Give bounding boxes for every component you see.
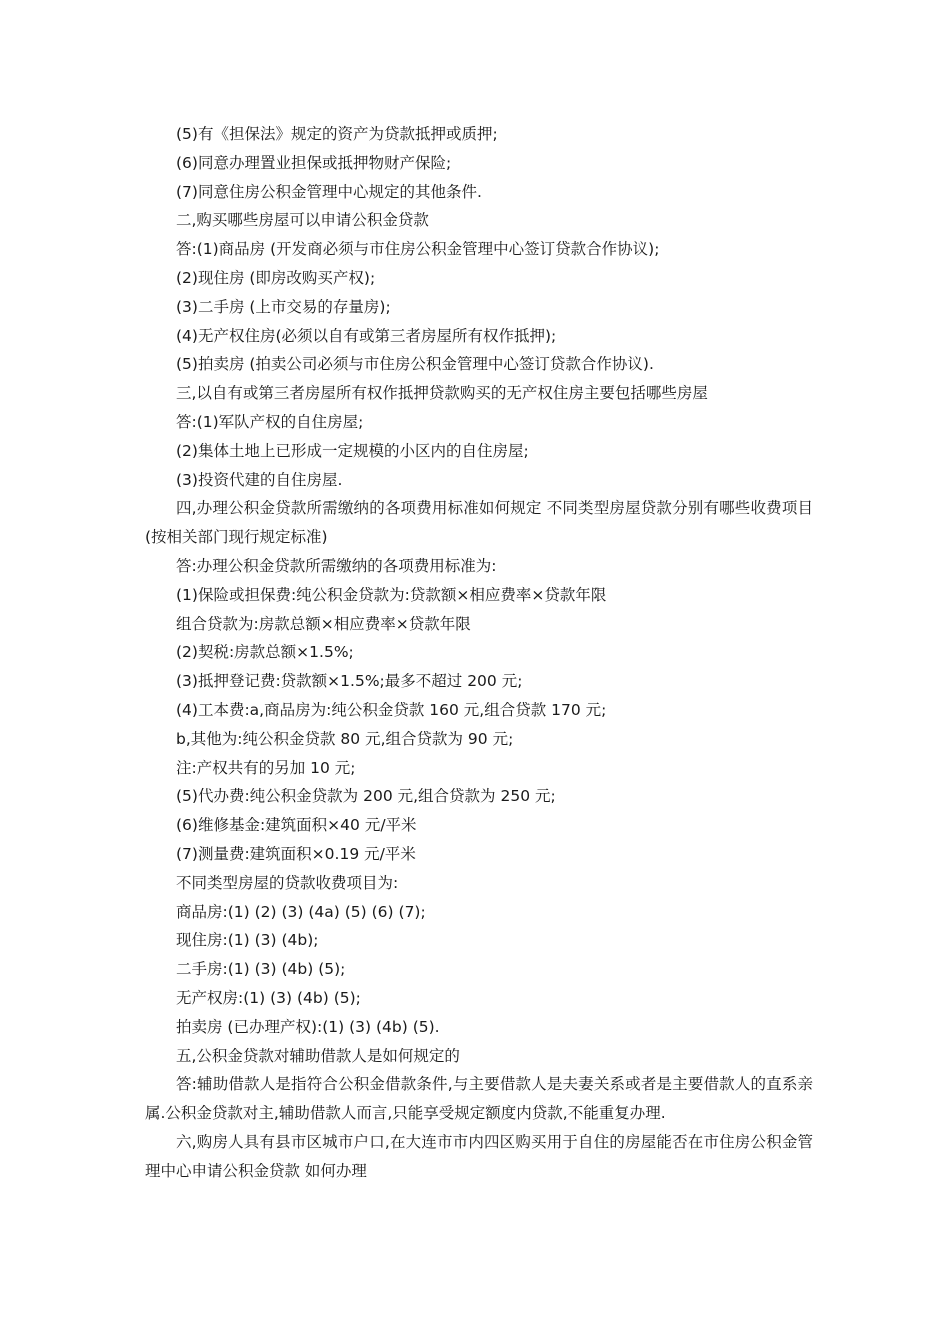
paragraph: 组合贷款为:房款总额×相应费率×贷款年限 bbox=[176, 614, 471, 633]
paragraph: (2)现住房 (即房改购买产权); bbox=[176, 268, 376, 287]
paragraph: (6)维修基金:建筑面积×40 元/平米 bbox=[176, 816, 417, 835]
paragraph: (3)二手房 (上市交易的存量房); bbox=[176, 297, 391, 316]
section-heading: 五,公积金贷款对辅助借款人是如何规定的 bbox=[176, 1046, 460, 1065]
section-heading: 六,购房人具有县市区城市户口,在大连市市内四区购买用于自住的房屋能否在市住房公积金管理中心申请公积金贷款 如何办理 bbox=[145, 1132, 813, 1180]
paragraph: (7)测量费:建筑面积×0.19 元/平米 bbox=[176, 844, 416, 863]
paragraph: 答:(1)军队产权的自住房屋; bbox=[176, 412, 364, 431]
section-heading: 三,以自有或第三者房屋所有权作抵押贷款购买的无产权住房主要包括哪些房屋 bbox=[176, 384, 708, 403]
paragraph: (2)契税:房款总额×1.5%; bbox=[176, 643, 354, 662]
paragraph: 无产权房:(1) (3) (4b) (5); bbox=[176, 988, 361, 1007]
paragraph: 注:产权共有的另加 10 元; bbox=[176, 758, 356, 777]
paragraph: 答:辅助借款人是指符合公积金借款条件,与主要借款人是夫妻关系或者是主要借款人的直系亲属.公积金贷款对主,辅助借款人而言,只能享受规定额度内贷款,不能重复办理. bbox=[145, 1075, 813, 1123]
paragraph: (4)无产权住房(必须以自有或第三者房屋所有权作抵押); bbox=[176, 326, 557, 345]
paragraph: (4)工本费:a,商品房为:纯公积金贷款 160 元,组合贷款 170 元; bbox=[176, 700, 607, 719]
paragraph: b,其他为:纯公积金贷款 80 元,组合贷款为 90 元; bbox=[176, 729, 514, 748]
paragraph: (6)同意办理置业担保或抵押物财产保险; bbox=[176, 153, 452, 172]
section-heading: 二,购买哪些房屋可以申请公积金贷款 bbox=[176, 211, 429, 230]
paragraph: (1)保险或担保费:纯公积金贷款为:贷款额×相应费率×贷款年限 bbox=[176, 585, 607, 604]
document-body bbox=[145, 120, 813, 1185]
paragraph: 拍卖房 (已办理产权):(1) (3) (4b) (5). bbox=[176, 1017, 440, 1036]
paragraph: (7)同意住房公积金管理中心规定的其他条件. bbox=[176, 182, 482, 201]
paragraph: (5)有《担保法》规定的资产为贷款抵押或质押; bbox=[176, 125, 498, 143]
paragraph: 二手房:(1) (3) (4b) (5); bbox=[176, 960, 346, 979]
paragraph: (3)投资代建的自住房屋. bbox=[176, 470, 343, 489]
paragraph: 答:(1)商品房 (开发商必须与市住房公积金管理中心签订贷款合作协议); bbox=[176, 240, 660, 259]
paragraph: 答:办理公积金贷款所需缴纳的各项费用标准为: bbox=[176, 556, 497, 575]
paragraph: (3)抵押登记费:贷款额×1.5%;最多不超过 200 元; bbox=[176, 672, 523, 691]
paragraph: 商品房:(1) (2) (3) (4a) (5) (6) (7); bbox=[176, 902, 426, 921]
paragraph: 不同类型房屋的贷款收费项目为: bbox=[176, 873, 399, 892]
paragraph: 现住房:(1) (3) (4b); bbox=[176, 931, 319, 950]
paragraph: (2)集体土地上已形成一定规模的小区内的自住房屋; bbox=[176, 441, 529, 460]
section-heading: 四,办理公积金贷款所需缴纳的各项费用标准如何规定 不同类型房屋贷款分别有哪些收费项目 (按相关部门现行规定标准) bbox=[145, 499, 813, 547]
paragraph: (5)拍卖房 (拍卖公司必须与市住房公积金管理中心签订贷款合作协议). bbox=[176, 355, 654, 374]
paragraph: (5)代办费:纯公积金贷款为 200 元,组合贷款为 250 元; bbox=[176, 787, 556, 806]
